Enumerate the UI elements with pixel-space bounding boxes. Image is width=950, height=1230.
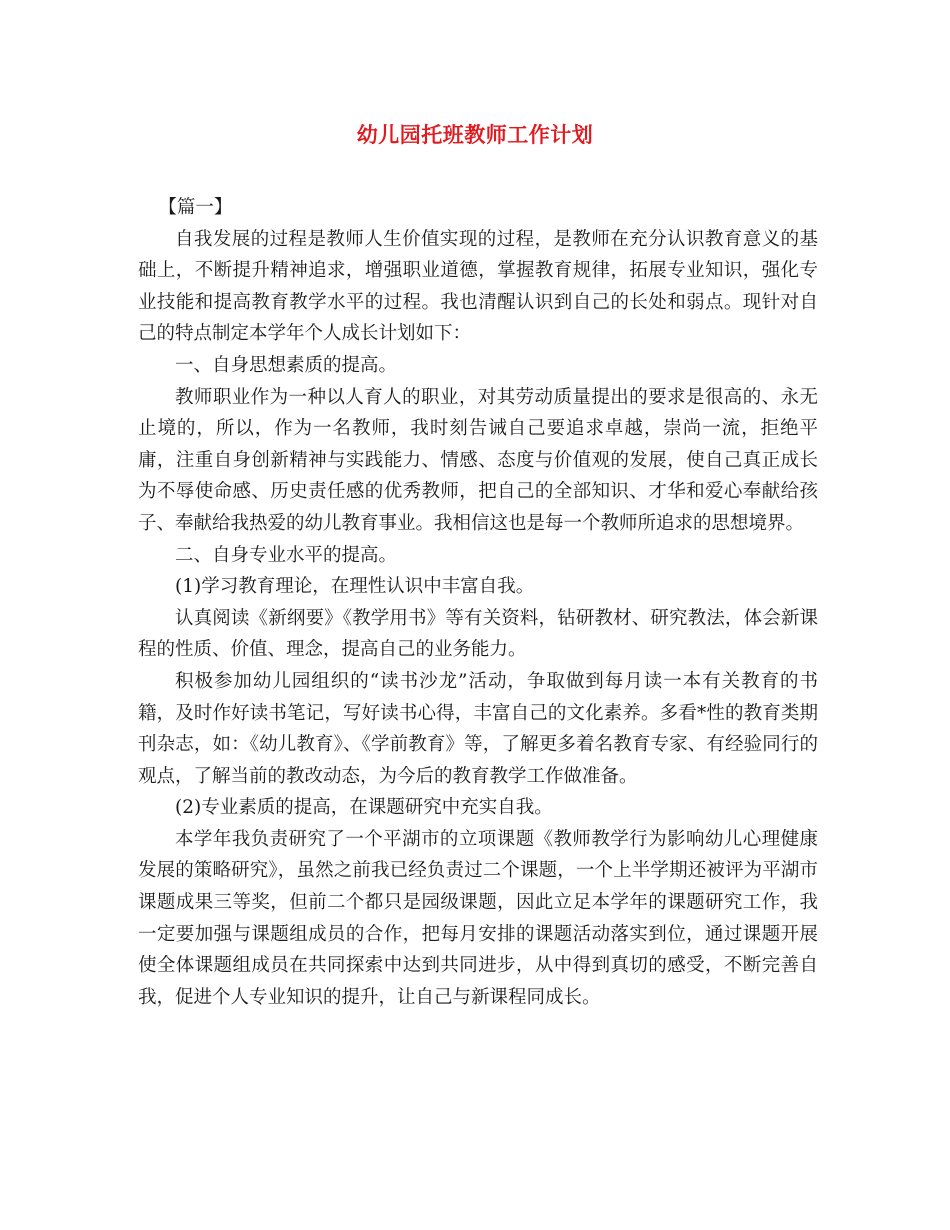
paragraph-ideology: 教师职业作为一种以人育人的职业，对其劳动质量提出的要求是很高的、永无止境的，所以，作为一名教师，我时刻告诫自己要追求卓越，崇尚一流，拒绝平庸，注重自身创新精神与实践能力、情感、态度与价值观的发展，使自己真正成长为不辱使命感、历史责任感的优秀教师，把自己的全部知识、才华和爱心奉献给孩子、奉献给我热爱的幼儿教育事业。我相信这也是每一个教师所追求的思想境界。 xyxy=(138,386,818,534)
section-label: 【篇一】 xyxy=(158,197,233,218)
paragraph-salon: 积极参加幼儿园组织的“读书沙龙”活动，争取做到每月读一本有关教育的书籍，及时作好读书笔记，写好读书心得，丰富自己的文化素养。多看*性的教育类期刊杂志，如：《幼儿教育》、《学前教育》等，了解更多着名教育专家、有经验同行的观点，了解当前的教改动态，为今后的教育教学工作做准备。 xyxy=(138,670,818,787)
intro-paragraph: 自我发展的过程是教师人生价值实现的过程，是教师在充分认识教育意义的基础上，不断提升精神追求，增强职业道德，掌握教育规律，拓展专业知识，强化专业技能和提高教育教学水平的过程。我也清醒认识到自己的长处和弱点。现针对自己的特点制定本学年个人成长计划如下： xyxy=(138,228,818,345)
subheading-1: (1)学习教育理论，在理性认识中丰富自我。 xyxy=(175,576,535,598)
subheading-2: (2)专业素质的提高，在课题研究中充实自我。 xyxy=(175,797,553,819)
section-heading-2: 二、自身专业水平的提高。 xyxy=(175,544,398,566)
section-heading-1: 一、自身思想素质的提高。 xyxy=(175,354,398,376)
paragraph-reading: 认真阅读《新纲要》《教学用书》等有关资料，钻研教材、研究教法，体会新课程的性质、价值、理念，提高自己的业务能力。 xyxy=(138,607,818,661)
document-title: 幼儿园托班教师工作计划 xyxy=(356,122,594,147)
document-body xyxy=(138,192,818,1013)
paragraph-research: 本学年我负责研究了一个平湖市的立项课题《教师教学行为影响幼儿心理健康发展的策略研究》，虽然之前我已经负责过二个课题，一个上半学期还被评为平湖市课题成果三等奖，但前二个都只是园级课题，因此立足本学年的课题研究工作，我一定要加强与课题组成员的合作，把每月安排的课题活动落实到位，通过课题开展使全体课题组成员在共同探索中达到共同进步，从中得到真切的感受，不断完善自我，促进个人专业知识的提升，让自己与新课程同成长。 xyxy=(138,828,818,1008)
